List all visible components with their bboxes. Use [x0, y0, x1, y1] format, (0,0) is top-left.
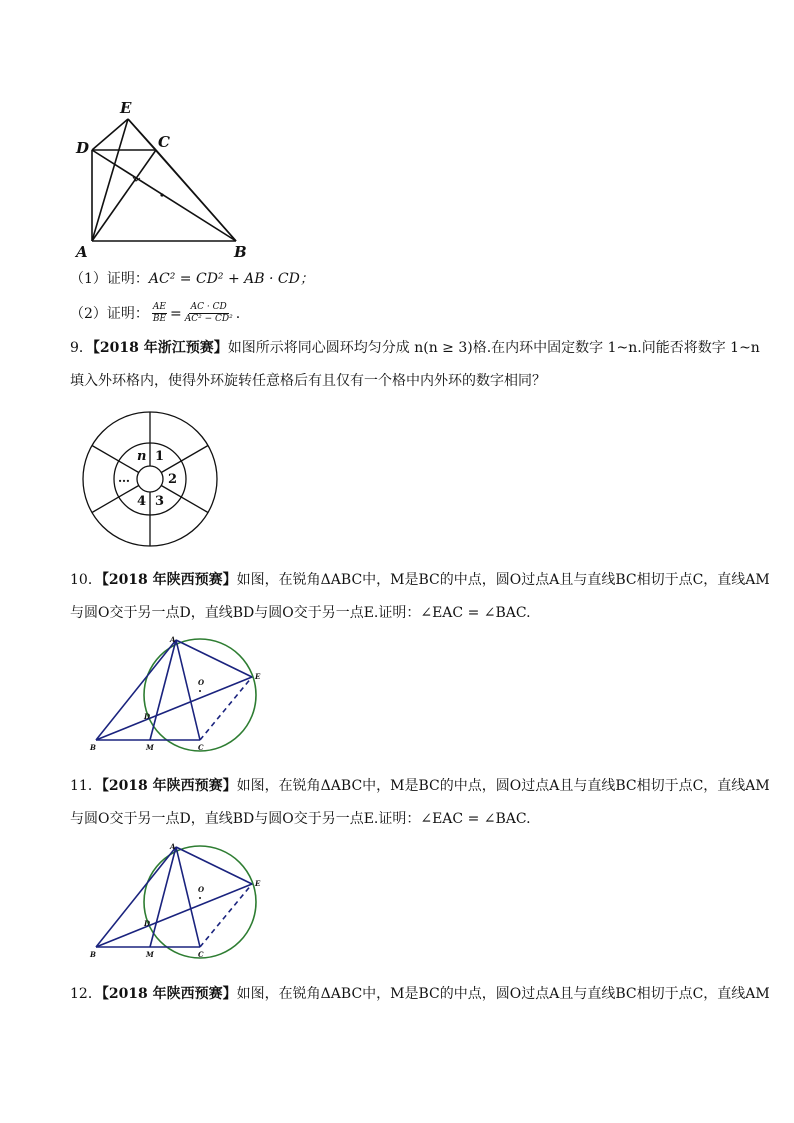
fraction-numerator: AC · CD [190, 302, 227, 312]
label-E: E [255, 879, 261, 888]
q8-part2-label: （2）证明： [70, 305, 149, 322]
fraction-numerator: AE [152, 302, 166, 312]
q8-part2-rhs [185, 302, 233, 325]
label-B: B [90, 950, 96, 959]
segment-AC [176, 847, 200, 947]
label-C: C [198, 743, 204, 752]
label-A: A [76, 243, 88, 260]
q10-text-1: 如图，在锐角ΔABC中，M是BC的中点，圆O过点A且与直线BC相切于点C，直线AM [236, 572, 770, 588]
label-B: B [234, 243, 247, 260]
q12-source: 【2018 年陕西预赛】 [101, 986, 237, 1002]
segment-AE [176, 640, 252, 677]
label-A: A [170, 843, 176, 851]
segment-AC [92, 150, 156, 241]
q10-line1 [70, 570, 770, 590]
period: . [235, 305, 241, 322]
label-D: D [144, 712, 151, 721]
q11-line2 [70, 809, 531, 829]
label-C: C [198, 950, 204, 959]
segment-BE [96, 677, 252, 740]
label-D: D [76, 139, 90, 157]
segment-AB [96, 847, 176, 947]
cell-label-4: 4 [137, 494, 147, 509]
cell-label-1: 1 [155, 449, 165, 464]
inner-circle [137, 466, 163, 492]
circle-tangent-figure-1 [86, 636, 266, 756]
segment-EA [92, 119, 128, 241]
q10-number: 10． [70, 572, 102, 588]
cell-label-2: 2 [168, 472, 178, 487]
fraction-denominator: AC² − CD² [184, 314, 233, 324]
segment-BE [96, 884, 252, 947]
label-D: D [144, 919, 151, 928]
equals-sign: = [170, 305, 182, 322]
quadrilateral-figure [70, 95, 260, 260]
q9-text-1: 如图所示将同心圆环均匀分成 n(n ≥ 3)格.在内环中固定数字 1~n.问能否将数字 1~n [227, 340, 760, 356]
q9-line1 [70, 338, 760, 358]
q8-part1-math: AC² = CD² + AB · CD； [148, 271, 314, 287]
circle-O [144, 846, 256, 958]
circle-tangent-figure-2 [86, 843, 266, 963]
label-C: C [158, 133, 170, 151]
q10-source: 【2018 年陕西预赛】 [101, 572, 237, 588]
segment-AE [176, 847, 252, 884]
q9-text-2: 填入外环格内，使得外环旋转任意格后有且仅有一个格中内外环的数字相同？ [70, 373, 546, 389]
q8-part2-lhs [152, 302, 167, 325]
cell-label-n: n [137, 449, 147, 464]
center-dot [199, 690, 201, 692]
q11-source: 【2018 年陕西预赛】 [101, 778, 237, 794]
q12-text-1: 如图，在锐角ΔABC中，M是BC的中点，圆O过点A且与直线BC相切于点C，直线AM [236, 986, 770, 1002]
q9-source: 【2018 年浙江预赛】 [92, 340, 228, 356]
label-E: E [120, 99, 132, 117]
label-B: B [90, 743, 96, 752]
label-M: M [146, 743, 154, 752]
q11-line1 [70, 776, 770, 796]
q9-line2 [70, 371, 546, 391]
circle-O [144, 639, 256, 751]
label-O: O [198, 678, 205, 687]
concentric-rings-figure [80, 410, 220, 550]
q11-text-2: 与圆O交于另一点D，直线BD与圆O交于另一点E.证明：∠EAC = ∠BAC. [70, 811, 531, 827]
q8-part2 [70, 302, 240, 325]
q8-part1 [70, 269, 314, 289]
point-dot [160, 193, 163, 196]
segment-AC [176, 640, 200, 740]
q10-text-2: 与圆O交于另一点D，直线BD与圆O交于另一点E.证明：∠EAC = ∠BAC. [70, 605, 531, 621]
q11-number: 11． [70, 778, 102, 794]
label-A: A [170, 636, 176, 644]
q12-number: 12． [70, 986, 102, 1002]
label-E: E [255, 672, 261, 681]
q10-line2 [70, 603, 531, 623]
fraction-denominator: BE [152, 314, 167, 324]
q8-part1-label: （1）证明： [70, 271, 149, 287]
center-dot [199, 897, 201, 899]
label-M: M [146, 950, 154, 959]
q11-text-1: 如图，在锐角ΔABC中，M是BC的中点，圆O过点A且与直线BC相切于点C，直线AM [236, 778, 770, 794]
segment-EB [128, 119, 236, 241]
label-O: O [198, 885, 205, 894]
cell-label-3: 3 [155, 494, 165, 509]
q12-line1 [70, 984, 770, 1004]
cell-label-ellipsis: … [118, 471, 130, 485]
segment-DB [92, 150, 236, 241]
segment-AB [96, 640, 176, 740]
q9-number: 9． [70, 340, 93, 356]
